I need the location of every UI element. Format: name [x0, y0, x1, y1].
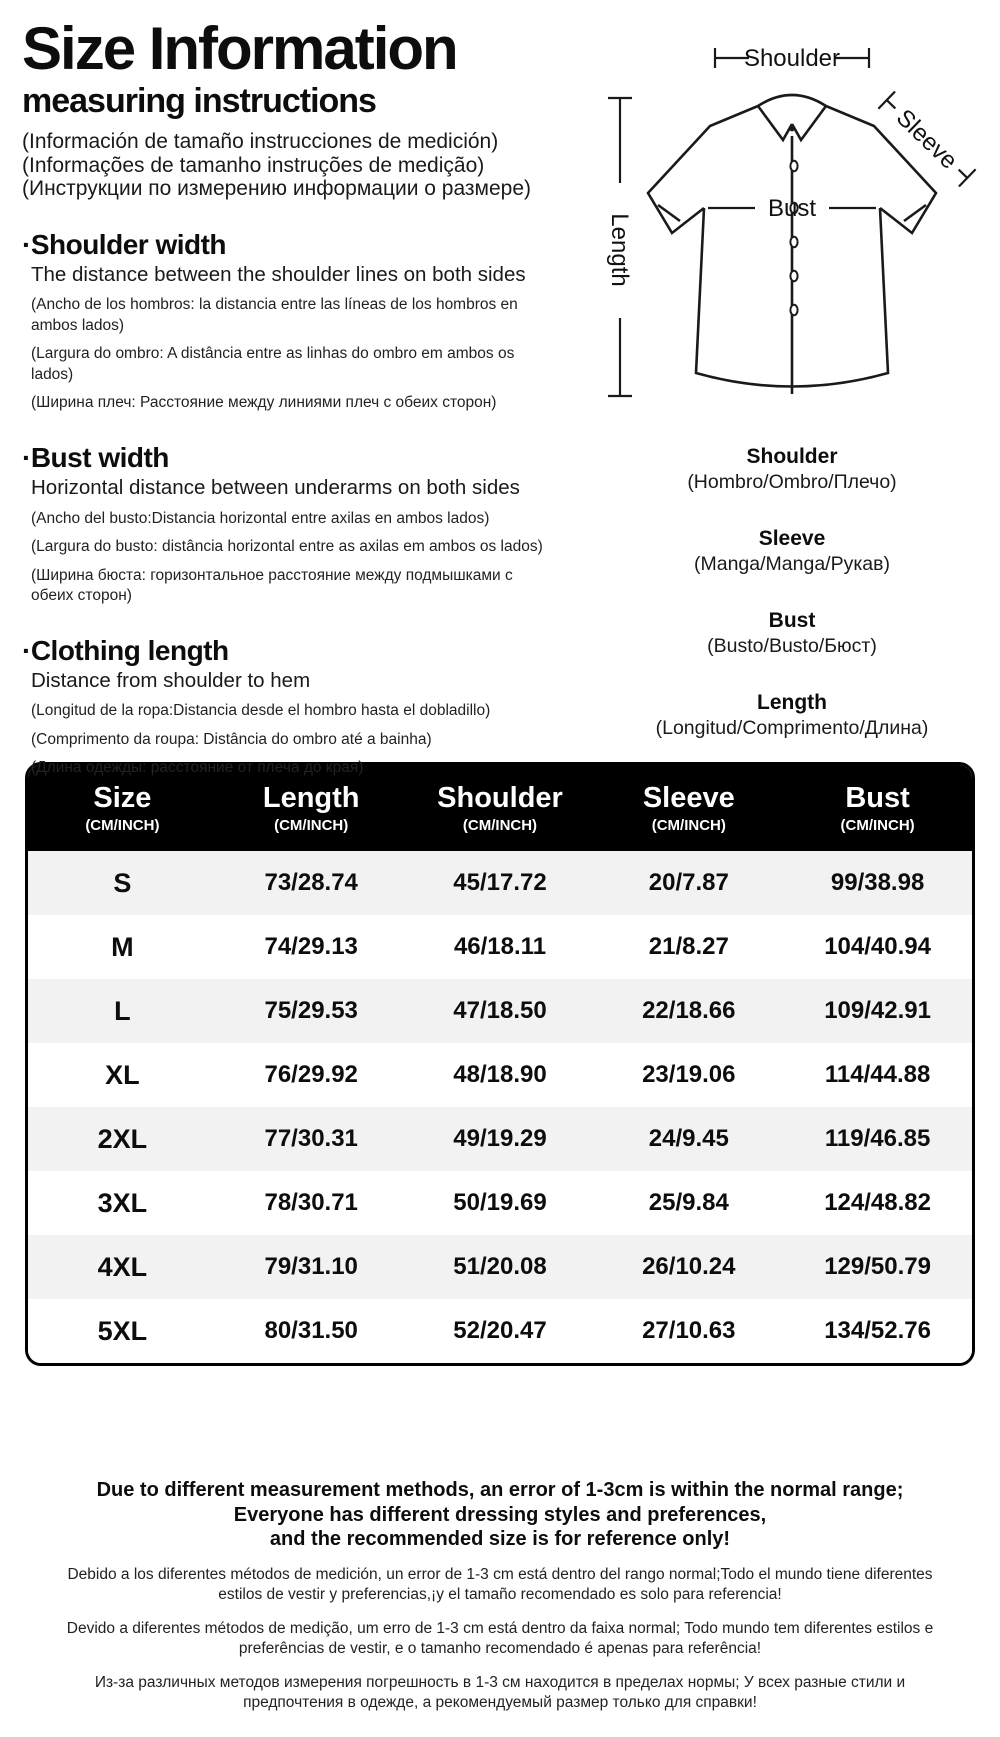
subtitle-translation-es: (Información de tamaño instrucciones de medición) — [22, 130, 499, 154]
length-measure-label: Length — [606, 213, 633, 287]
translation-line-pt: (Largura do ombro: A distância entre as linhas do ombro em ambos os lados) — [31, 345, 515, 383]
legend-bust — [592, 608, 992, 658]
disclaimer-translation-pt: Devido a diferentes métodos de medição, um erro de 1-3 cm está dentro da faixa normal; Todo mundo tem diferentes estilos e preferências de vestir, e o tamanho recomendado é apenas para referência! — [66, 1619, 934, 1657]
subtitle-translations — [22, 130, 556, 201]
legend-shoulder — [592, 444, 992, 494]
section-description: Distance from shoulder to hem — [31, 668, 311, 692]
button — [790, 161, 797, 171]
table-row-m: M 74/29.13 46/18.11 21/8.27 104/40.94 — [28, 915, 972, 979]
translation-line-es: (Ancho de los hombros: la distancia entre las líneas de los hombros en ambos lados) — [31, 296, 518, 334]
translation-line-pt: (Comprimento da roupa: Distância do ombro até a bainha) — [31, 730, 432, 748]
legend-length — [592, 690, 992, 740]
shirt-outline — [648, 106, 936, 394]
legend-translations: (Manga/Manga/Рукав) — [694, 553, 890, 575]
table-row-xl: XL 76/29.92 48/18.90 23/19.06 114/44.88 — [28, 1043, 972, 1107]
translation-line-es: (Longitud de la ropa:Distancia desde el hombro hasta el dobladillo) — [31, 702, 491, 720]
column-header-size: Size (CM/INCH) — [85, 781, 160, 834]
legend-term: Bust — [768, 609, 816, 632]
collar — [758, 95, 826, 140]
table-row-s: S 73/28.74 45/17.72 20/7.87 99/38.98 — [28, 851, 972, 915]
button — [790, 305, 797, 315]
section-heading: ·Shoulder width — [22, 228, 227, 260]
section-description: Horizontal distance between underarms on both sides — [31, 475, 520, 499]
diagram-column — [592, 28, 992, 772]
column-header-bust: Bust (CM/INCH) — [840, 781, 915, 834]
section-heading: ·Clothing length — [22, 634, 229, 666]
diagram-legend — [592, 444, 992, 740]
size-table-body — [28, 851, 972, 1363]
translation-line-ru: (Длина одежды: расстояние от плеча до края) — [31, 759, 364, 777]
legend-sleeve — [592, 526, 992, 576]
section-clothing-length — [22, 635, 556, 779]
legend-term: Sleeve — [758, 527, 826, 550]
disclaimer-note-line: Everyone has different dressing styles and preferences, — [233, 1503, 767, 1526]
table-row-3xl: 3XL 78/30.71 50/19.69 25/9.84 124/48.82 — [28, 1171, 972, 1235]
section-bust-width — [22, 442, 556, 607]
disclaimer-translation-ru: Из-за различных методов измерения погрешность в 1-3 см находится в пределах нормы; У всех разные стили и предпочтения в одежде, а рекомендуемый размер только для справки! — [94, 1673, 906, 1711]
subtitle-translation-ru: (Инструкции по измерению информации о размере) — [22, 177, 532, 201]
legend-translations: (Busto/Busto/Бюст) — [707, 635, 877, 657]
column-header-shoulder: Shoulder (CM/INCH) — [437, 781, 563, 834]
button — [790, 237, 797, 247]
translation-line-ru: (Ширина плеч: Расстояние между линиями плеч с обеих сторон) — [31, 394, 497, 412]
bust-measure-label: Bust — [767, 195, 817, 222]
page-subtitle: measuring instructions — [22, 82, 376, 121]
section-shoulder-width — [22, 229, 556, 414]
disclaimer-note-line: Due to different measurement methods, an error of 1-3cm is within the normal range; — [96, 1479, 904, 1501]
disclaimer-note-line: and the recommended size is for reference only! — [269, 1528, 731, 1550]
shirt-diagram — [592, 28, 992, 428]
subtitle-translation-pt: (Informações de tamanho instruções de medição) — [22, 153, 485, 177]
section-heading: ·Bust width — [22, 441, 169, 473]
section-description: The distance between the shoulder lines on both sides — [31, 262, 526, 286]
table-row-2xl: 2XL 77/30.31 49/19.29 24/9.45 119/46.85 — [28, 1107, 972, 1171]
translation-line-es: (Ancho del busto:Distancia horizontal entre axilas en ambos lados) — [31, 509, 490, 527]
button — [790, 271, 797, 281]
page-title: Size Information — [22, 15, 457, 82]
disclaimer-note — [0, 1478, 1000, 1552]
legend-term: Length — [757, 691, 827, 714]
sleeve-measure-line — [877, 91, 976, 188]
legend-translations: (Hombro/Ombro/Плечо) — [687, 471, 897, 493]
table-row-4xl: 4XL 79/31.10 51/20.08 26/10.24 129/50.79 — [28, 1235, 972, 1299]
collar-button — [790, 127, 795, 132]
column-header-length: Length (CM/INCH) — [262, 781, 360, 834]
translation-line-pt: (Largura do busto: distância horizontal entre as axilas em ambos os lados) — [31, 538, 543, 556]
size-table — [25, 762, 975, 1366]
legend-term: Shoulder — [746, 445, 838, 468]
disclaimer-footer — [0, 1478, 1000, 1714]
disclaimer-translation-es: Debido a los diferentes métodos de medición, un error de 1-3 cm está dentro del rango normal;Todo el mundo tiene diferentes estilos de vestir y preferencias,¡y el tamaño recomendado es solo para referencia! — [67, 1565, 933, 1603]
instructions-column — [22, 15, 556, 787]
sleeve-measure-label: Sleeve — [890, 104, 963, 175]
table-row-l: L 75/29.53 47/18.50 22/18.66 109/42.91 — [28, 979, 972, 1043]
table-row-5xl: 5XL 80/31.50 52/20.47 27/10.63 134/52.76 — [28, 1299, 972, 1363]
shoulder-measure-label: Shoulder — [743, 45, 841, 72]
column-header-sleeve: Sleeve (CM/INCH) — [642, 781, 735, 834]
top-area — [0, 0, 1000, 777]
translation-line-ru: (Ширина бюста: горизонтальное расстояние между подмышками с обеих сторон) — [31, 566, 513, 605]
legend-translations: (Longitud/Comprimento/Длина) — [655, 717, 929, 739]
